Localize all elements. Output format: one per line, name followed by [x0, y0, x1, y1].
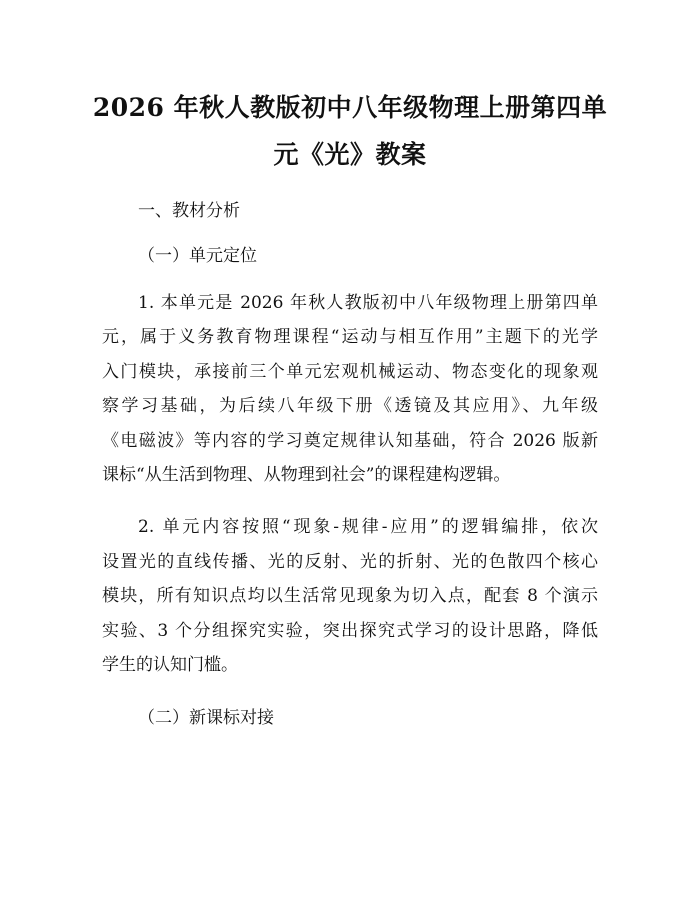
paragraph-1-line-6: 课标“从生活到物理、从物理到社会”的课程建构逻辑。: [102, 465, 511, 485]
subsection-heading-new-curriculum: （二）新课标对接: [138, 708, 274, 728]
paragraph-1-line-4: 察学习基础，为后续八年级下册《透镜及其应用》、九年级: [102, 396, 598, 416]
document-title-line-1: 2026 年秋人教版初中八年级物理上册第四单: [92, 93, 608, 122]
subsection-heading-unit-positioning: （一）单元定位: [138, 246, 257, 266]
paragraph-2-line-1: 2. 单元内容按照“现象-规律-应用”的逻辑编排，依次: [138, 517, 598, 537]
paragraph-1-line-2: 元，属于义务教育物理课程“运动与相互作用”主题下的光学: [102, 327, 598, 347]
paragraph-1-line-1: 1. 本单元是 2026 年秋人教版初中八年级物理上册第四单: [138, 293, 598, 313]
paragraph-2-line-3: 模块，所有知识点均以生活常见现象为切入点，配套 8 个演示: [102, 586, 598, 606]
paragraph-1-line-5: 《电磁波》等内容的学习奠定规律认知基础，符合 2026 版新: [102, 431, 598, 451]
paragraph-1-line-3: 入门模块，承接前三个单元宏观机械运动、物态变化的现象观: [102, 362, 598, 382]
section-heading-textbook-analysis: 一、教材分析: [138, 201, 240, 221]
document-title-line-2: 元《光》教案: [273, 140, 427, 169]
paragraph-2-line-4: 实验、3 个分组探究实验，突出探究式学习的设计思路，降低: [102, 621, 598, 641]
paragraph-2-line-2: 设置光的直线传播、光的反射、光的折射、光的色散四个核心: [102, 552, 598, 572]
paragraph-2-line-5: 学生的认知门槛。: [102, 655, 238, 675]
